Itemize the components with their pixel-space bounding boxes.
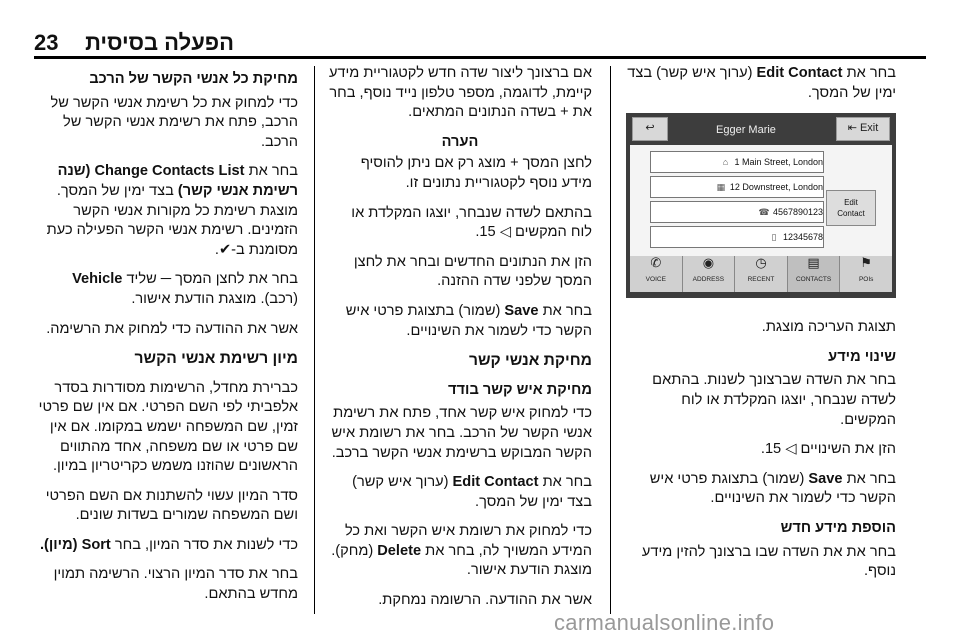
paragraph: כדי למחוק את רשומת איש הקשר ואת כל המידע המשויך לה, בחר את Delete (מחק). מוצגת הודעת אישור.	[331, 523, 592, 579]
paragraph: סדר המיון עשוי להשתנות אם השם הפרטי ושם המשפחה שמורים בשדות שונים.	[45, 487, 298, 524]
voice-icon: ✆	[650, 254, 662, 270]
note-title: הערה	[441, 133, 479, 150]
paragraph: בחר את השדה שברצונך לשנות. בהתאם לשדה שנבחר, יוצגו המקלדת או לוח המקשים.	[652, 372, 896, 428]
voice-button[interactable]: ✆ VOICE	[630, 256, 683, 292]
section-heading: הוספת מידע חדש	[780, 519, 896, 536]
bottom-navigation-bar	[630, 256, 892, 292]
paragraph: כדי למחוק את כל רשימת אנשי הקשר של הרכב, פתח את רשימת אנשי הקשר של הרכב.	[50, 94, 298, 150]
paragraph: הזן את הנתונים החדשים ובחר את לחצן המסך שלפני שדה ההזנה.	[353, 253, 592, 290]
page-ref-icon: ◁	[785, 441, 797, 458]
watermark: carmanualsonline.info	[554, 610, 775, 635]
column-divider	[314, 66, 315, 614]
paragraph: כדי למחוק איש קשר אחד, פתח את רשימת אנשי הקשר של הרכב. בחר את רשומת איש הקשר המבוקש ברשימת אנשי הקשר ברכב.	[331, 405, 592, 461]
paragraph: בחר את Edit Contact (ערוך איש קשר) בצד ימין של המסך.	[352, 474, 592, 510]
paragraph: בחר את סדר המיון הרצוי. הרשימה תמוין מחדש בהתאם.	[53, 566, 298, 603]
contact-field-work[interactable]: ▦ 12 Downstreet, London	[650, 176, 824, 198]
edit-contact-screen	[626, 113, 896, 298]
home-icon: ⌂	[722, 157, 729, 168]
note-text: לחצן המסך + מוצג רק אם ניתן להוסיף מידע נוסף לקטגוריית נתונים זו.	[360, 155, 592, 191]
paragraph: בחר את את השדה שבו ברצונך להזין מידע נוסף.	[641, 543, 896, 580]
contacts-icon: ▤	[807, 254, 820, 270]
contact-field-phone[interactable]: ☎ 4567890123	[650, 201, 824, 223]
column-left	[36, 64, 298, 615]
back-arrow-icon[interactable]: ↩	[632, 117, 668, 141]
edit-contact-button[interactable]: Edit Contact	[826, 190, 876, 226]
contact-name: Egger Marie	[716, 124, 776, 137]
paragraph: בחר את Edit Contact (ערוך איש קשר) בצד ימין של המסך.	[627, 65, 896, 101]
page-header	[0, 0, 960, 58]
paragraph: כדי לשנות את סדר המיון, בחר Sort (מיון).	[39, 536, 298, 553]
address-button[interactable]: ◉ ADDRESS	[683, 256, 736, 292]
section-heading: מחיקת אנשי קשר	[468, 352, 592, 370]
pois-button[interactable]: ⚑ POIs	[840, 256, 892, 292]
mobile-icon: ▯	[771, 232, 777, 243]
contact-field-home[interactable]: ⌂ 1 Main Street, London	[650, 151, 824, 173]
checkmark-icon: ✔	[218, 241, 232, 258]
building-icon: ▦	[716, 182, 726, 193]
contact-details-panel	[630, 145, 892, 256]
page-title: הפעלה בסיסית	[85, 30, 234, 55]
column-right	[622, 64, 896, 592]
contact-field-mobile[interactable]: ▯ 12345678	[650, 226, 824, 248]
subsection-heading: מחיקת כל אנשי הקשר של הרכב	[89, 71, 298, 87]
paragraph: אם ברצונך ליצור שדה חדש לקטגוריית מידע קיימת, לדוגמה, מספר טלפון נייד נוסף, בחר את + בשדה הנתונים המתאים.	[328, 65, 592, 121]
paragraph: כברירת מחדל, הרשימות מסודרות בסדר אלפביתי לפי השם הפרטי. אם אין שם פרטי זמין, שם המשפחה ישמש במקומו. אם אין שם פרטי או שם משפחה, אחד מהתווים הראשונים שהוזנו משמש כקריטריון במיון.	[38, 379, 298, 475]
section-heading: מיון רשימת אנשי הקשר	[134, 350, 298, 368]
paragraph: בחר את Change Contacts List (שנה רשימת אנשי קשר) בצד ימין של המסך. מוצגת רשימת כל מקורות אנשי הקשר הזמינים. רשימת אנשי הקשר הפעילה כעת מסומנת ב-✔.	[46, 163, 298, 258]
paragraph: בחר את Save (שמור) בתצוגת פרטי איש הקשר כדי לשמור את השינויים.	[649, 470, 896, 507]
contacts-button[interactable]: ▤ CONTACTS	[788, 256, 841, 292]
address-icon: ◉	[702, 254, 715, 270]
exit-button[interactable]: ⇤ Exit	[836, 117, 890, 141]
phone-icon: ☎	[758, 207, 770, 218]
paragraph: בחר את לחצן המסך ─ שליד Vehicle (רכב). מוצגת הודעת אישור.	[72, 271, 298, 307]
paragraph: תצוגת העריכה מוצגת.	[761, 319, 896, 336]
paragraph: הזן את השינויים ◁ 15.	[760, 441, 896, 458]
header-rule	[34, 56, 926, 59]
recent-icon: ◷	[755, 254, 767, 270]
section-heading: שינוי מידע	[828, 348, 896, 365]
paragraph: בהתאם לשדה שנבחר, יוצגו המקלדת או לוח המקשים ◁ 15.	[351, 204, 592, 241]
paragraph: אשר את ההודעה כדי למחוק את הרשימה.	[46, 320, 298, 337]
recent-button[interactable]: ◷ RECENT	[735, 256, 788, 292]
paragraph: אשר את ההודעה. הרשומה נמחקת.	[378, 592, 592, 609]
exit-icon: ⇤	[847, 122, 860, 135]
column-middle	[328, 64, 592, 621]
pois-icon: ⚑	[860, 254, 872, 270]
page-ref-icon: ◁	[499, 224, 511, 241]
paragraph: בחר את Save (שמור) בתצוגת פרטי איש הקשר כדי לשמור את השינויים.	[345, 302, 592, 339]
column-divider	[610, 66, 611, 614]
page-number: 23	[34, 30, 59, 55]
subsection-heading: מחיקת איש קשר בודד	[448, 381, 592, 398]
